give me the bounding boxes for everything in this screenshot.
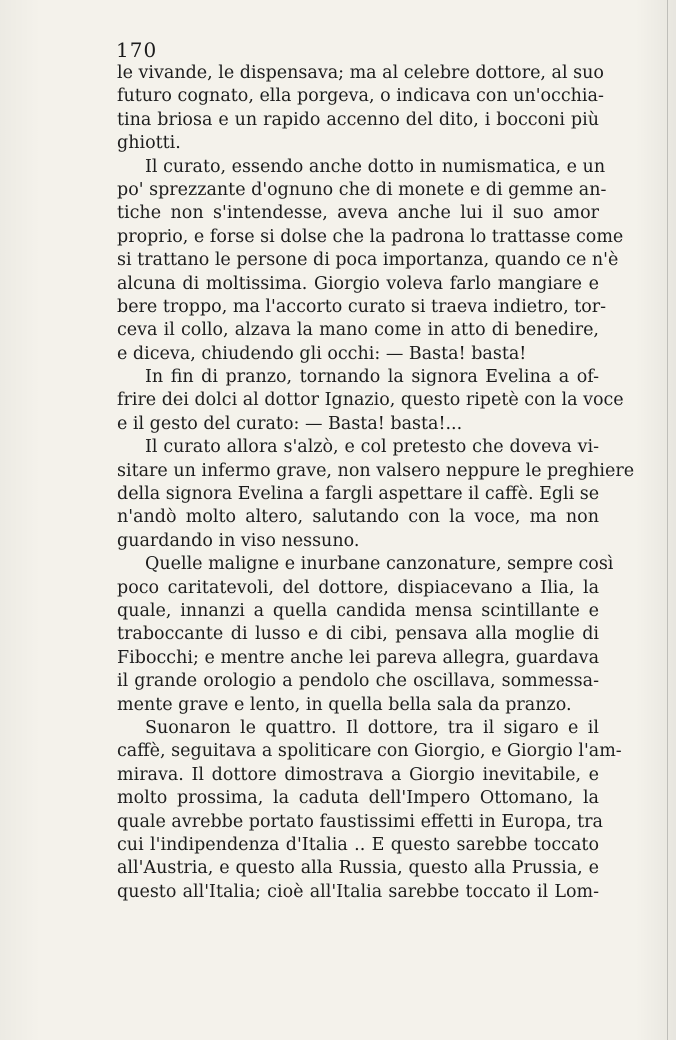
text-line: In fin di pranzo, tornando la signora Evelina a of- bbox=[145, 367, 599, 388]
text-line: n'andò molto altero, salutando con la voce, ma non bbox=[117, 507, 599, 528]
text-line: poco caritatevoli, del dottore, dispiacevano a Ilia, la bbox=[117, 577, 599, 598]
text-line: tina briosa e un rapido accenno del dito, i bocconi più bbox=[117, 109, 599, 130]
text-line: caffè, seguitava a spoliticare con Giorgio, e Giorgio l'am- bbox=[117, 741, 622, 762]
text-line: frire dei dolci al dottor Ignazio, questo ripetè con la voce bbox=[117, 390, 624, 411]
text-line: Quelle maligne e inurbane canzonature, sempre così bbox=[145, 554, 614, 575]
text-line: proprio, e forse si dolse che la padrona lo trattasse come bbox=[117, 226, 624, 247]
text-line: cui l'indipendenza d'Italia .. E questo sarebbe toccato bbox=[117, 834, 599, 855]
text-line: guardando in viso nessuno. bbox=[117, 530, 360, 551]
text-line: si trattano le persone di poca importanza, quando ce n'è bbox=[117, 250, 619, 271]
page-edge bbox=[667, 0, 668, 1040]
text-line: Suonaron le quattro. Il dottore, tra il sigaro e il bbox=[145, 717, 599, 738]
text-line: quale avrebbe portato faustissimi effetti in Europa, tra bbox=[117, 811, 603, 832]
text-line: e diceva, chiudendo gli occhi: — Basta! basta! bbox=[117, 343, 527, 364]
text-line: tiche non s'intendesse, aveva anche lui il suo amor bbox=[117, 203, 599, 224]
text-line: alcuna di moltissima. Giorgio voleva farlo mangiare e bbox=[117, 273, 599, 294]
text-line: Il curato allora s'alzò, e col pretesto che doveva vi- bbox=[145, 437, 599, 458]
body-text bbox=[117, 62, 635, 904]
text-line: traboccante di lusso e di cibi, pensava alla moglie di bbox=[117, 624, 599, 645]
text-line: questo all'Italia; cioè all'Italia sarebbe toccato il Lom- bbox=[117, 881, 599, 902]
text-line: sitare un infermo grave, non valsero neppure le preghiere bbox=[117, 460, 635, 481]
page-number: 170 bbox=[116, 38, 158, 62]
text-line: della signora Evelina a fargli aspettare il caffè. Egli se bbox=[117, 484, 600, 505]
text-line: mente grave e lento, in quella bella sala da pranzo. bbox=[117, 694, 572, 715]
text-line: il grande orologio a pendolo che oscillava, sommessa- bbox=[117, 671, 599, 692]
text-line: mirava. Il dottore dimostrava a Giorgio inevitabile, e bbox=[117, 764, 599, 785]
text-line: futuro cognato, ella porgeva, o indicava con un'occhia- bbox=[117, 86, 604, 107]
text-line: Fibocchi; e mentre anche lei pareva allegra, guardava bbox=[117, 647, 599, 668]
text-line: ceva il collo, alzava la mano come in atto di benedire, bbox=[117, 320, 599, 341]
text-line: e il gesto del curato: — Basta! basta!... bbox=[117, 413, 463, 434]
text-line: bere troppo, ma l'accorto curato si traeva indietro, tor- bbox=[117, 296, 607, 317]
text-line: Il curato, essendo anche dotto in numismatica, e un bbox=[145, 156, 606, 177]
text-line: po' sprezzante d'ognuno che di monete e di gemme an- bbox=[117, 179, 607, 200]
text-line: le vivande, le dispensava; ma al celebre dottore, al suo bbox=[117, 63, 604, 83]
text-line: molto prossima, la caduta dell'Impero Ottomano, la bbox=[117, 788, 599, 809]
text-line: all'Austria, e questo alla Russia, questo alla Prussia, e bbox=[117, 858, 599, 879]
text-line: quale, innanzi a quella candida mensa scintillante e bbox=[117, 600, 599, 621]
text-line: ghiotti. bbox=[117, 133, 181, 154]
